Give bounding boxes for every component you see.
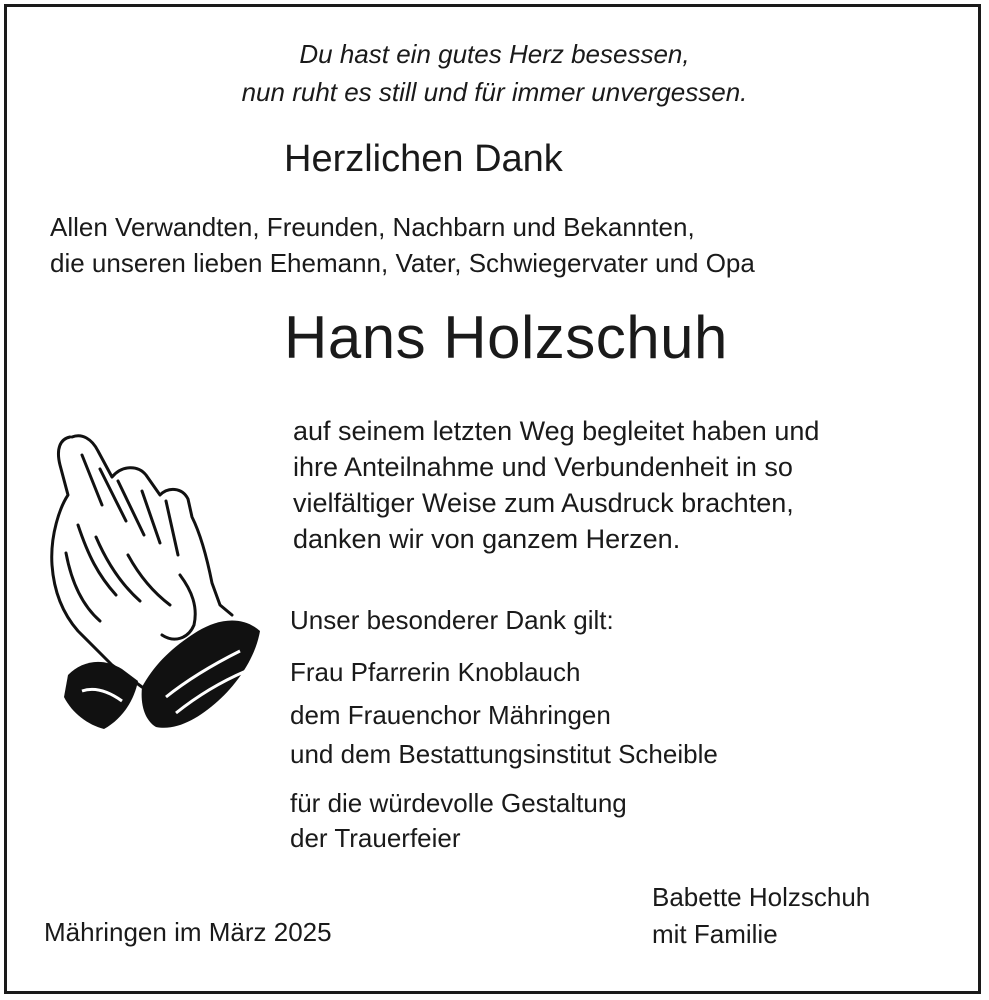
intro-line-2: die unseren lieben Ehemann, Vater, Schwiegervater und Opa <box>50 248 755 278</box>
motto-line-1: Du hast ein gutes Herz besessen, <box>299 39 690 69</box>
deceased-name: Hans Holzschuh <box>284 304 728 371</box>
body-line-1: auf seinem letzten Weg begleitet haben und <box>293 416 820 446</box>
motto-line-2: nun ruht es still und für immer unvergessen. <box>241 77 748 107</box>
signature-line-1: Babette Holzschuh <box>652 882 871 912</box>
body-line-4: danken wir von ganzem Herzen. <box>293 524 681 554</box>
body-line-2: ihre Anteilnahme und Verbundenheit in so <box>293 452 793 482</box>
special-thanks-item-1: Frau Pfarrerin Knoblauch <box>290 657 581 687</box>
special-thanks-title: Unser besonderer Dank gilt: <box>290 605 614 635</box>
special-thanks-item-2: dem Frauenchor Mähringen <box>290 700 611 730</box>
intro-line-1: Allen Verwandten, Freunden, Nachbarn und Bekannten, <box>50 212 695 242</box>
place-date: Mähringen im März 2025 <box>44 917 332 947</box>
special-thanks-closing-2: der Trauerfeier <box>290 823 461 853</box>
signature-line-2: mit Familie <box>652 919 778 949</box>
praying-hands-icon <box>42 425 264 735</box>
body-line-3: vielfältiger Weise zum Ausdruck brachten, <box>293 488 794 518</box>
special-thanks-item-3: und dem Bestattungsinstitut Scheible <box>290 739 718 769</box>
special-thanks-closing-1: für die würdevolle Gestaltung <box>290 788 627 818</box>
heading: Herzlichen Dank <box>284 138 563 180</box>
